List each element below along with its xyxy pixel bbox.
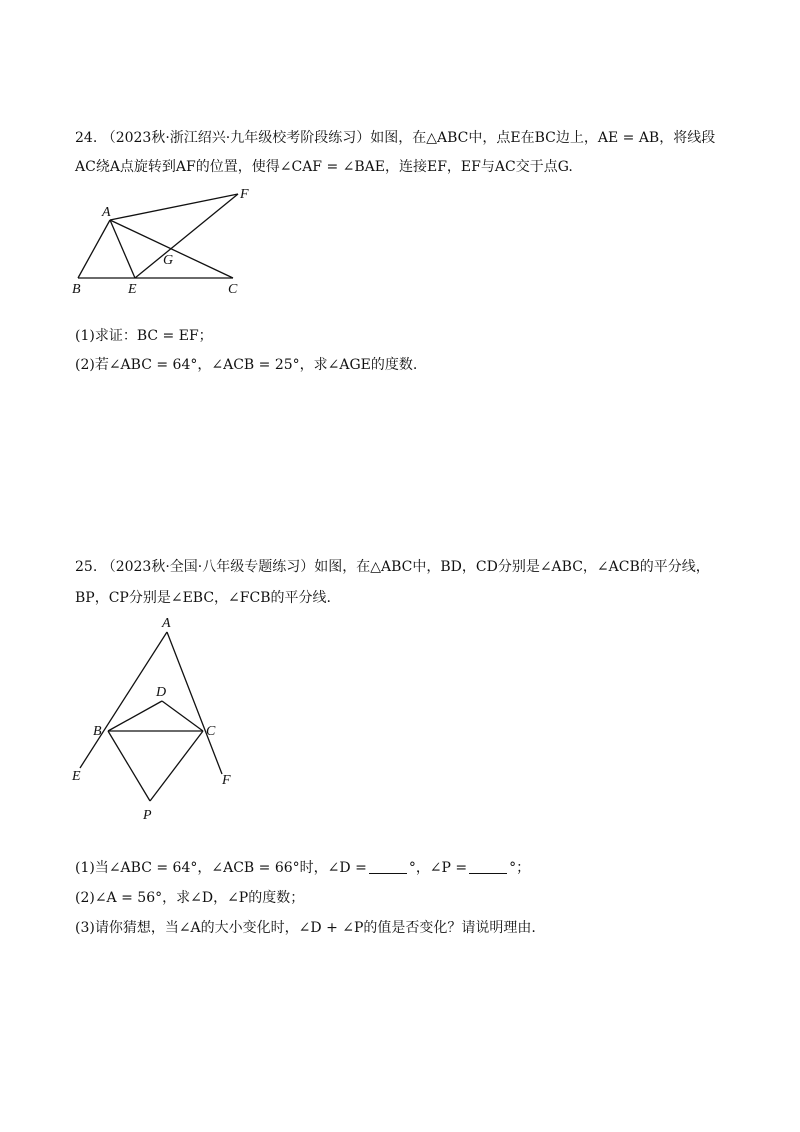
line-ae <box>80 632 167 768</box>
label-c: C <box>206 724 216 739</box>
segment-bd <box>108 701 162 731</box>
label-f: F <box>222 773 231 788</box>
label-b: B <box>93 724 102 739</box>
answer-blank-p[interactable] <box>469 859 507 874</box>
q25-part1-text-c: °； <box>509 860 531 876</box>
q25-stem-line1: 25. （2023秋·全国·八年级专题练习）如图，在△ABC中，BD，CD分别是∠ABC，∠ACB的平分线， <box>75 559 710 575</box>
label-g: G <box>163 253 174 268</box>
q24-stem-line1: 24. （2023秋·浙江绍兴·九年级校考阶段练习）如图，在△ABC中，点E在BC边上，AE = AB，将线段 <box>75 130 716 146</box>
segment-cp <box>150 731 203 801</box>
label-e: E <box>72 769 81 784</box>
q24-figure <box>60 180 280 300</box>
label-p: P <box>143 808 152 823</box>
label-f: F <box>240 187 249 202</box>
line-af <box>167 632 222 774</box>
q25-figure <box>60 610 270 825</box>
q24-stem-line2: AC绕A点旋转到AF的位置，使得∠CAF = ∠BAE，连接EF，EF与AC交于点G. <box>75 159 573 175</box>
q25-part3: (3)请你猜想，当∠A的大小变化时，∠D + ∠P的值是否变化？请说明理由. <box>75 920 536 936</box>
q25-stem-line2: BP，CP分别是∠EBC，∠FCB的平分线. <box>75 590 331 606</box>
q25-part1 <box>75 858 530 878</box>
q25-part1-text-b: °，∠P = <box>408 860 468 876</box>
label-b: B <box>72 282 81 297</box>
label-a: A <box>102 205 111 220</box>
segment-ef <box>135 194 238 278</box>
q24-part2: (2)若∠ABC = 64°，∠ACB = 25°，求∠AGE的度数. <box>75 357 418 373</box>
q25-part2: (2)∠A = 56°，求∠D，∠P的度数； <box>75 890 305 906</box>
q24-part1: (1)求证：BC = EF； <box>75 328 213 344</box>
label-d: D <box>156 685 167 700</box>
segment-ae <box>110 220 135 278</box>
q25-part1-text-a: (1)当∠ABC = 64°，∠ACB = 66°时，∠D = <box>75 860 367 876</box>
label-e: E <box>128 282 137 297</box>
segment-af <box>110 194 238 220</box>
segment-cd <box>162 701 203 731</box>
label-c: C <box>228 282 238 297</box>
segment-bp <box>108 731 150 801</box>
label-a: A <box>162 616 171 631</box>
answer-blank-d[interactable] <box>369 859 407 874</box>
segment-ab <box>78 220 110 278</box>
